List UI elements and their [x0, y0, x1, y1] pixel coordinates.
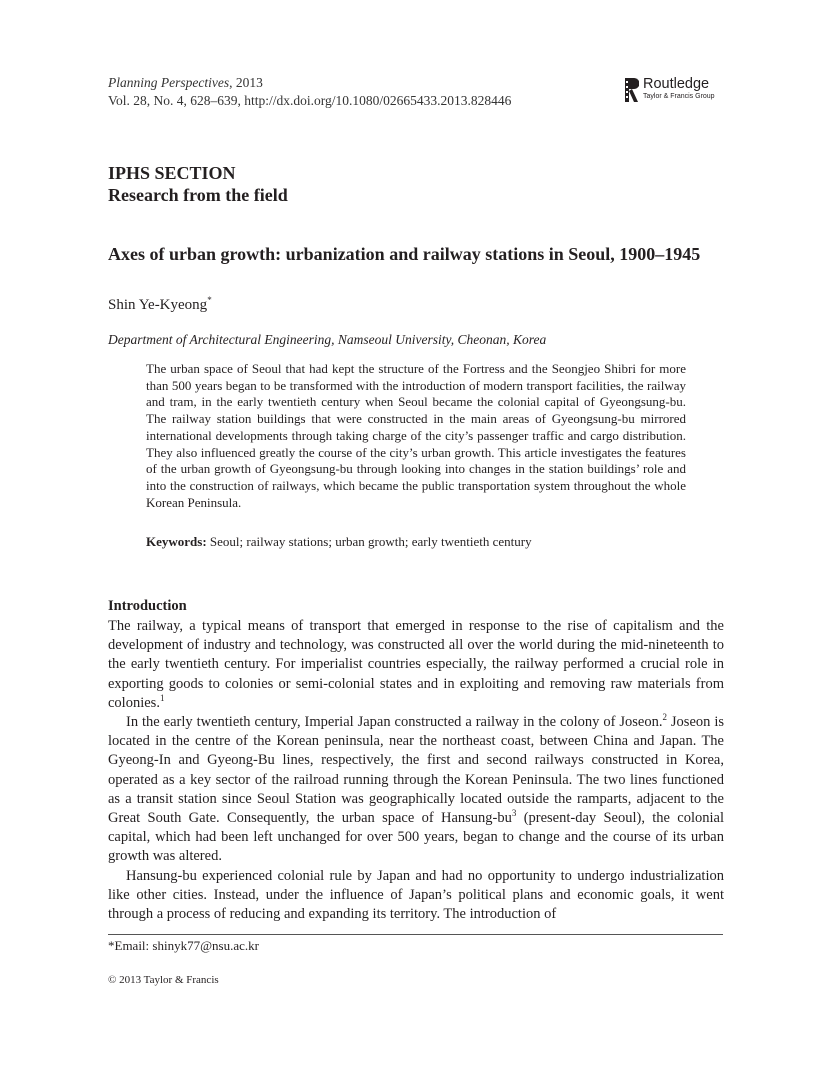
introduction-heading: Introduction	[108, 598, 187, 614]
footnote-ref[interactable]: 1	[159, 692, 165, 703]
section-heading	[108, 162, 288, 206]
affiliation: Department of Architectural Engineering, Namseoul University, Cheonan, Korea	[108, 332, 547, 347]
routledge-logo-icon	[625, 78, 639, 102]
abstract: The urban space of Seoul that had kept the structure of the Fortress and the Seongjeo Shibri for more than 500 years began to be transformed with the introduction of modern transport facilities, the railway and tram, in the early twentieth century when Seoul became the colonial capital of Gyeongsung-bu. The railway station buildings that were constructed in the main areas of Gyeongsung-bu mirrored international developments through taking charge of the city’s passenger traffic and cargo distribution. They also influenced greatly the course of the city’s urban growth. This article investigates the features of the urban growth of Gyeongsung-bu through looking into changes in the station buildings’ role and into the construction of railways, which became the public transportation system throughout the whole Korean Peninsula.	[146, 361, 686, 510]
footnote-ref[interactable]: 2	[662, 712, 667, 723]
footnote-divider	[108, 934, 723, 935]
publisher-logo	[625, 78, 735, 108]
keywords-label: Keywords:	[146, 534, 207, 549]
footnote-ref[interactable]: 3	[511, 808, 517, 819]
journal-name: Planning Perspectives	[108, 75, 230, 90]
publisher-group: Taylor & Francis Group	[643, 93, 715, 100]
section-title: IPHS SECTION	[108, 163, 236, 183]
paragraph: The railway, a typical means of transport that emerged in response to the rise of capitalism and the development of industry and technology, was constructed all over the world during the mid-nineteenth to the early twentieth century. For imperialist countries especially, the railway performed a crucial role in exporting goods to colonies or semi-colonial states and in exploiting and removing raw materials from colonies.$^1$	[108, 618, 724, 711]
footnote-email: *Email: shinyk77@nsu.ac.kr	[108, 938, 259, 953]
copyright: © 2013 Taylor & Francis	[108, 974, 219, 986]
keywords	[146, 534, 532, 550]
volume-doi: Vol. 28, No. 4, 628–639, http://dx.doi.org/10.1080/02665433.2013.828446	[108, 93, 512, 108]
introduction-body	[108, 617, 724, 924]
journal-year: , 2013	[229, 75, 263, 90]
author-footnote-mark: *	[207, 295, 212, 305]
keywords-list: Seoul; railway stations; urban growth; early twentieth century	[209, 534, 532, 549]
author-name: Shin Ye-Kyeong	[108, 297, 208, 313]
publisher-name: Routledge	[643, 76, 710, 92]
paragraph: In the early twentieth century, Imperial Japan constructed a railway in the colony of Joseon.$^2$ Joseon is located in the centre of the Korean peninsula, near the northeast coast, between China and Japan. The Gyeong-In and Gyeong-Bu lines, respectively, the first and second railways constructed in Korea, operated as a key sector of the railroad running through the Korean Peninsula. The two lines functioned as a transit station since Seoul Station was geographically located outside the ramparts, adjacent to the Great South Gate. Consequently, the urban space of Hansung-$bu^3$ (present-day Seoul), the colonial capital, which had been left unchanged for over 500 years, began to change and the course of its urban growth was altered.	[108, 712, 724, 865]
section-subtitle: Research from the field	[108, 185, 288, 205]
journal-citation	[108, 74, 511, 110]
author	[108, 297, 212, 314]
paragraph: Hansung-bu experienced colonial rule by Japan and had no opportunity to undergo industrialization like other cities. Instead, under the influence of Japan’s political plans and economic goals, it went through a process of reducing and expanding its territory. The introduction of	[108, 867, 724, 923]
article-title: Axes of urban growth: urbanization and railway stations in Seoul, 1900–1945	[108, 244, 701, 264]
